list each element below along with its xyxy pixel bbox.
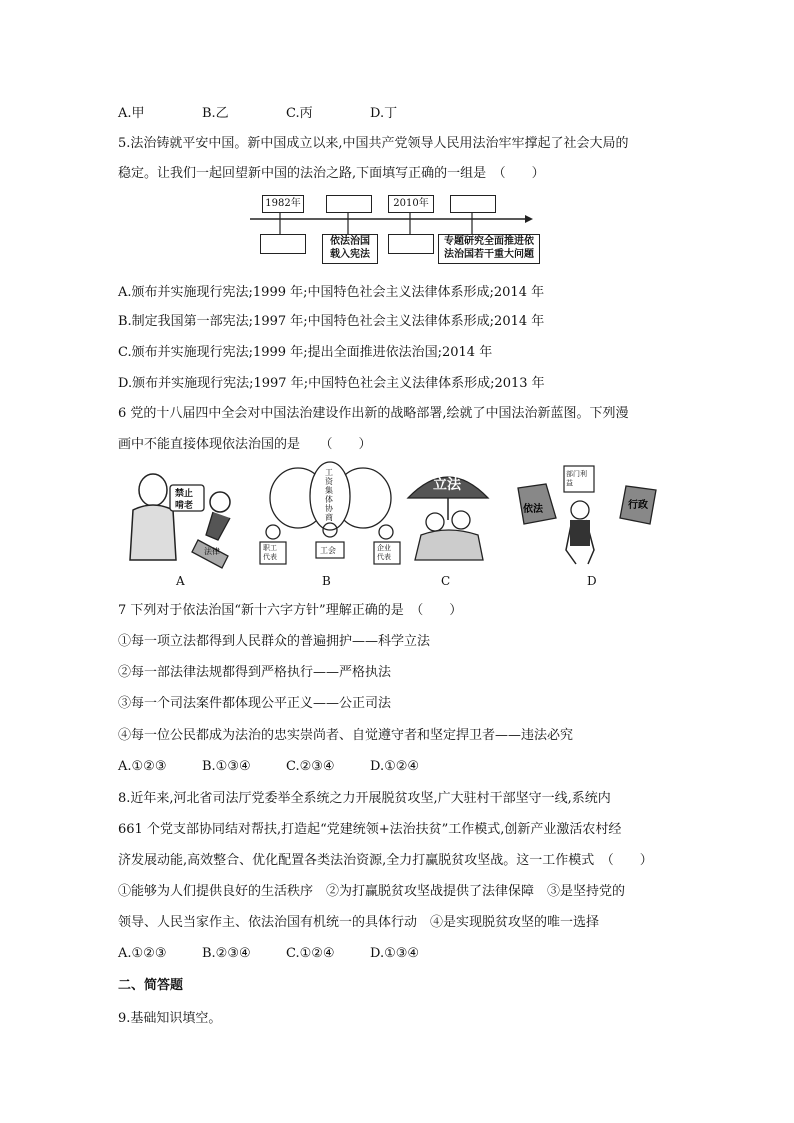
q8-option-c[interactable]: C.①②④ <box>286 946 335 961</box>
cartoon-a-drawing <box>118 460 248 570</box>
cartoon-b-label-2: 职工代表 <box>263 544 277 561</box>
q8-options <box>118 945 419 963</box>
cartoon-b[interactable] <box>258 460 403 570</box>
q5-option-c[interactable]: C.颁布并实施现行宪法;1999 年;提出全面推进依法治国;2014 年 <box>118 345 493 360</box>
q5-stem-line2: 稳定。让我们一起回望新中国的法治之路,下面填写正确的一组是 （ ） <box>118 166 545 181</box>
option-d[interactable]: D.丁 <box>370 106 398 121</box>
q5-timeline <box>250 190 540 270</box>
q6-stem-line2: 画中不能直接体现依法治国的是 （ ） <box>118 437 372 452</box>
q9-stem: 9.基础知识填空。 <box>118 1011 222 1026</box>
cartoon-b-label-3: 工会 <box>320 546 336 555</box>
q7-option-d[interactable]: D.①②④ <box>370 759 420 774</box>
q4-options <box>118 105 397 123</box>
option-a[interactable]: A.甲 <box>118 106 145 121</box>
q8-option-a[interactable]: A.①②③ <box>118 946 167 961</box>
cartoon-d[interactable] <box>516 460 661 570</box>
cartoon-b-label-4: 企业代表 <box>377 544 391 561</box>
cartoon-a-label-3: 法律 <box>204 547 220 556</box>
timeline-top-box-4[interactable] <box>450 195 496 213</box>
cartoon-d-label-3: 部门利益 <box>566 470 587 487</box>
q8-line-2: 661 个党支部协同结对帮扶,打造起“党建统领+法治扶贫”工作模式,创新产业激活农村经 <box>118 822 622 837</box>
timeline-top-box-2[interactable] <box>326 195 372 213</box>
q8-line-1: 8.近年来,河北省司法厅党委举全系统之力开展脱贫攻坚,广大驻村干部坚守一线,系统内 <box>118 791 611 806</box>
cartoon-b-label-1: 工资集体协商 <box>325 468 333 522</box>
timeline-top-box-1: 1982年 <box>262 195 304 213</box>
q7-item-1: ①每一项立法都得到人民群众的普遍拥护——科学立法 <box>118 634 431 649</box>
q7-option-c[interactable]: C.②③④ <box>286 759 335 774</box>
cartoon-d-label-1: 依法 <box>523 504 543 515</box>
q7-item-3: ③每一个司法案件都体现公平正义——公正司法 <box>118 696 392 711</box>
q5-stem-line1: 5.法治铸就平安中国。新中国成立以来,中国共产党领导人民用法治牢牢撑起了社会大局的 <box>118 136 629 151</box>
option-b[interactable]: B.乙 <box>202 106 229 121</box>
timeline-bottom-box-3[interactable] <box>388 234 434 254</box>
q6-stem-line1: 6 党的十八届四中全会对中国法治建设作出新的战略部署,绘就了中国法治新蓝图。下列漫 <box>118 406 629 421</box>
q7-stem: 7 下列对于依法治国“新十六字方针”理解正确的是 （ ） <box>118 603 463 618</box>
q8-line-5: 领导、人民当家作主、依法治国有机统一的具体行动 ④是实现脱贫攻坚的唯一选择 <box>118 915 600 930</box>
q7-item-4: ④每一位公民都成为法治的忠实崇尚者、自觉遵守者和坚定捍卫者——违法必究 <box>118 728 574 743</box>
timeline-bottom-box-4: 专题研究全面推进依 法治国若干重大问题 <box>438 234 540 264</box>
cartoon-a-label-2: 啃老 <box>175 501 194 511</box>
timeline-top-box-3: 2010年 <box>388 195 434 213</box>
cartoon-caption-d: D <box>587 574 597 588</box>
q5-option-b[interactable]: B.制定我国第一部宪法;1997 年;中国特色社会主义法律体系形成;2014 年 <box>118 314 545 329</box>
cartoon-c-label-1: 立法 <box>433 477 461 493</box>
cartoon-caption-a: A <box>176 574 185 588</box>
q8-option-b[interactable]: B.②③④ <box>202 946 251 961</box>
cartoon-caption-c: C <box>441 574 451 588</box>
q8-option-d[interactable]: D.①③④ <box>370 946 420 961</box>
section-heading: 二、简答题 <box>118 978 184 993</box>
q8-line-3: 济发展动能,高效整合、优化配置各类法治资源,全力打赢脱贫攻坚战。这一工作模式 （ ） <box>118 853 653 868</box>
q7-options <box>118 758 419 776</box>
option-c[interactable]: C.丙 <box>286 106 313 121</box>
q7-item-2: ②每一部法律法规都得到严格执行——严格执法 <box>118 665 392 680</box>
cartoon-c[interactable] <box>403 460 493 570</box>
cartoon-d-label-2: 行政 <box>628 500 648 511</box>
cartoon-a[interactable] <box>118 460 248 570</box>
cartoon-a-label-1: 禁止 <box>175 489 194 499</box>
cartoon-caption-b: B <box>322 574 331 588</box>
q5-option-a[interactable]: A.颁布并实施现行宪法;1999 年;中国特色社会主义法律体系形成;2014 年 <box>118 285 545 300</box>
q8-line-4: ①能够为人们提供良好的生活秩序 ②为打赢脱贫攻坚战提供了法律保障 ③是坚持党的 <box>118 884 626 899</box>
timeline-bottom-box-1[interactable] <box>260 234 306 254</box>
q5-option-d[interactable]: D.颁布并实施现行宪法;1997 年;中国特色社会主义法律体系形成;2013 年 <box>118 376 545 391</box>
q7-option-b[interactable]: B.①③④ <box>202 759 251 774</box>
q7-option-a[interactable]: A.①②③ <box>118 759 167 774</box>
timeline-bottom-box-2: 依法治国 载入宪法 <box>322 234 378 264</box>
